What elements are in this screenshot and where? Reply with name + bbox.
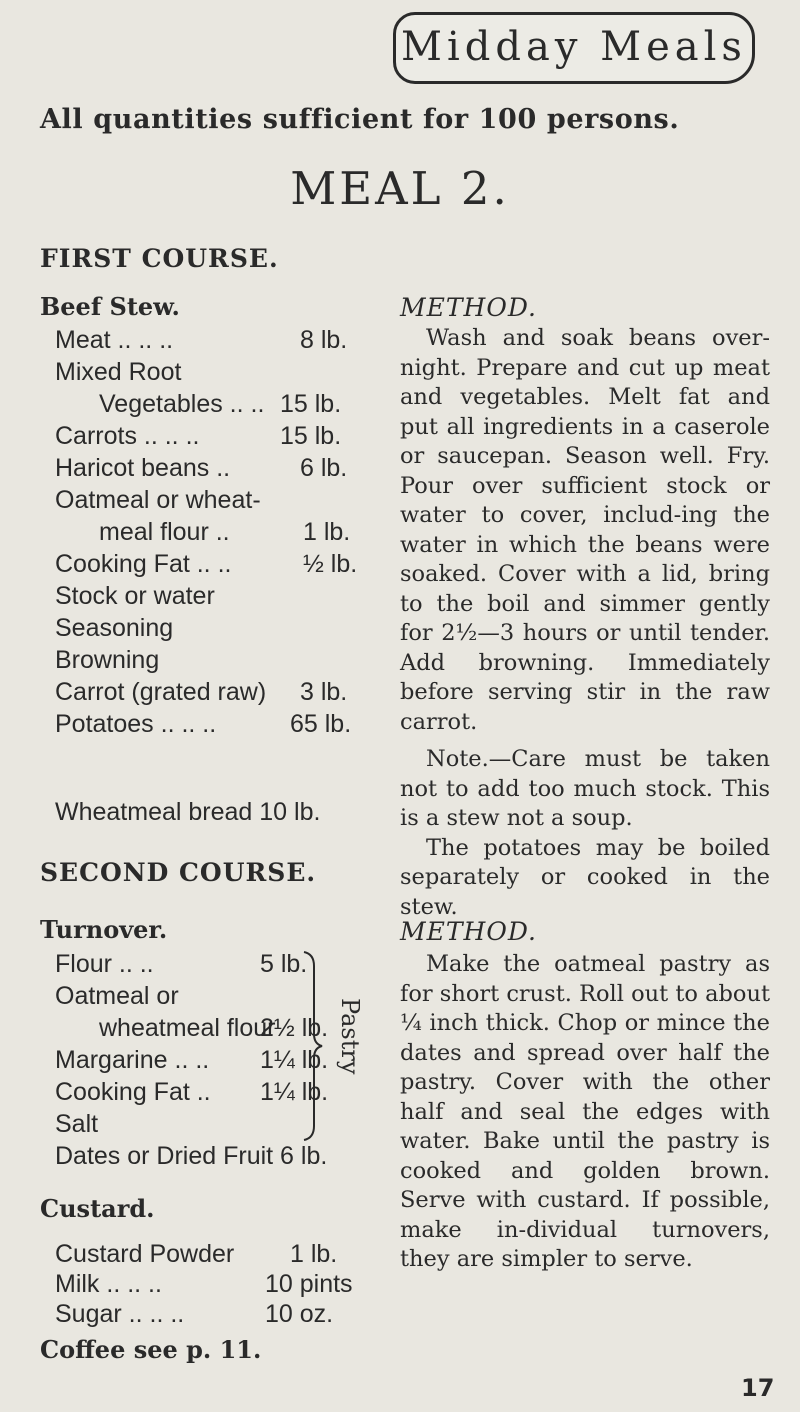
ingredient-row (99, 390, 264, 419)
ingredient-name: Oatmeal or wheat- (55, 486, 261, 514)
wheatmeal-bread: Wheatmeal bread 10 lb. (55, 798, 321, 826)
ingredient-row (55, 982, 179, 1011)
dates-line: Dates or Dried Fruit 6 lb. (55, 1142, 328, 1170)
ingredient-name: Cooking Fat .. (55, 1078, 211, 1106)
method-note-2: The potatoes may be boiled separately or cooked in the stew. (400, 834, 770, 920)
ingredient-row (55, 582, 215, 611)
title-banner: Midday Meals (393, 12, 755, 84)
custard-title: Custard. (40, 1194, 155, 1223)
ingredient-name: Salt (55, 1110, 99, 1138)
ingredient-row (55, 550, 231, 579)
ingredient-qty: 15 lb. (280, 422, 342, 450)
ingredient-row (55, 1046, 209, 1075)
ingredient-row (55, 710, 216, 739)
ingredient-qty: ½ lb. (303, 550, 358, 578)
pastry-brace (300, 946, 330, 1146)
ingredient-name: Mixed Root (55, 358, 182, 386)
turnover-title: Turnover. (40, 915, 168, 944)
ingredient-name: Browning (55, 646, 160, 674)
ingredient-name: Custard Powder (55, 1240, 235, 1268)
ingredient-row (55, 358, 181, 387)
ingredient-row (99, 1014, 275, 1043)
pastry-label: Pastry (336, 998, 364, 1075)
ingredient-row (55, 1300, 184, 1329)
method-text-1 (400, 324, 770, 922)
ingredient-row (55, 486, 261, 515)
method-title-2: METHOD. (400, 917, 537, 946)
ingredient-row (55, 326, 173, 355)
meal-title: MEAL 2. (290, 162, 510, 215)
ingredient-row (55, 454, 230, 483)
second-course-heading: SECOND COURSE. (40, 858, 317, 887)
ingredient-name: meal flour .. (99, 518, 230, 546)
beef-stew-title: Beef Stew. (40, 292, 180, 321)
first-course-heading: FIRST COURSE. (40, 244, 279, 273)
method-text-2 (400, 950, 770, 1275)
page-number: 17 (741, 1374, 775, 1402)
ingredient-name: Cooking Fat .. .. (55, 550, 232, 578)
ingredient-qty: 2½ lb. (260, 1014, 329, 1042)
method-paragraph: Make the oatmeal pastry as for short crust. Roll out to about ¼ inch thick. Chop or mince the dates and spread over half the pastry. Cover with the other half and seal the edges with water. Bake until the pastry is cooked and golden brown. Serve with custard. If possible, make in-dividual turnovers, they are simpler to serve. (400, 951, 770, 1272)
ingredient-qty: 65 lb. (290, 710, 352, 738)
ingredient-qty: 1¼ lb. (260, 1078, 329, 1106)
ingredient-name: Flour .. .. (55, 950, 154, 978)
ingredient-name: Sugar .. .. .. (55, 1300, 185, 1328)
ingredient-qty: 5 lb. (260, 950, 308, 978)
ingredient-name: Carrot (grated raw) (55, 678, 267, 706)
ingredient-name: Potatoes .. .. .. (55, 710, 217, 738)
ingredient-row (55, 646, 159, 675)
ingredient-row (55, 1240, 234, 1269)
coffee-note: Coffee see p. 11. (40, 1335, 262, 1364)
ingredient-qty: 10 pints (265, 1270, 353, 1298)
ingredient-name: wheatmeal flour (99, 1014, 276, 1042)
ingredient-name: Vegetables .. .. (99, 390, 265, 418)
ingredient-name: Haricot beans .. (55, 454, 231, 482)
ingredient-qty: 6 lb. (300, 454, 348, 482)
ingredient-name: Carrots .. .. .. (55, 422, 200, 450)
ingredient-row (55, 678, 266, 707)
ingredient-row (55, 1110, 98, 1139)
method-title-1: METHOD. (400, 293, 537, 322)
ingredient-name: Seasoning (55, 614, 174, 642)
ingredient-row (99, 518, 230, 547)
ingredient-qty: 3 lb. (300, 678, 348, 706)
subtitle: All quantities sufficient for 100 persons. (40, 104, 680, 135)
ingredient-name: Oatmeal or (55, 982, 179, 1010)
ingredient-qty: 1 lb. (303, 518, 351, 546)
ingredient-qty: 1¼ lb. (260, 1046, 329, 1074)
method-note: Note.—Care must be taken not to add too much stock. This is a stew not a soup. (400, 746, 770, 831)
ingredient-row (55, 422, 199, 451)
ingredient-row (55, 1078, 211, 1107)
method-paragraph: Wash and soak beans over-night. Prepare and cut up meat and vegetables. Melt fat and put all ingredients in a caserole or saucepan. Season well. Fry. Pour over sufficient stock or water to cover, includ-ing the water in which the beans were soaked. Cover with a lid, bring to the boil and simmer gently for 2½—3 hours or until tender. Add browning. Immediately before serving stir in the raw carrot. (400, 325, 770, 735)
ingredient-row (55, 614, 173, 643)
ingredient-name: Meat .. .. .. (55, 326, 174, 354)
ingredient-row (55, 1270, 162, 1299)
ingredient-row (55, 950, 154, 979)
ingredient-qty: 8 lb. (300, 326, 348, 354)
ingredient-name: Milk .. .. .. (55, 1270, 162, 1298)
ingredient-qty: 10 oz. (265, 1300, 334, 1328)
ingredient-name: Margarine .. .. (55, 1046, 210, 1074)
ingredient-qty: 15 lb. (280, 390, 342, 418)
ingredient-name: Stock or water (55, 582, 215, 610)
ingredient-qty: 1 lb. (290, 1240, 338, 1268)
